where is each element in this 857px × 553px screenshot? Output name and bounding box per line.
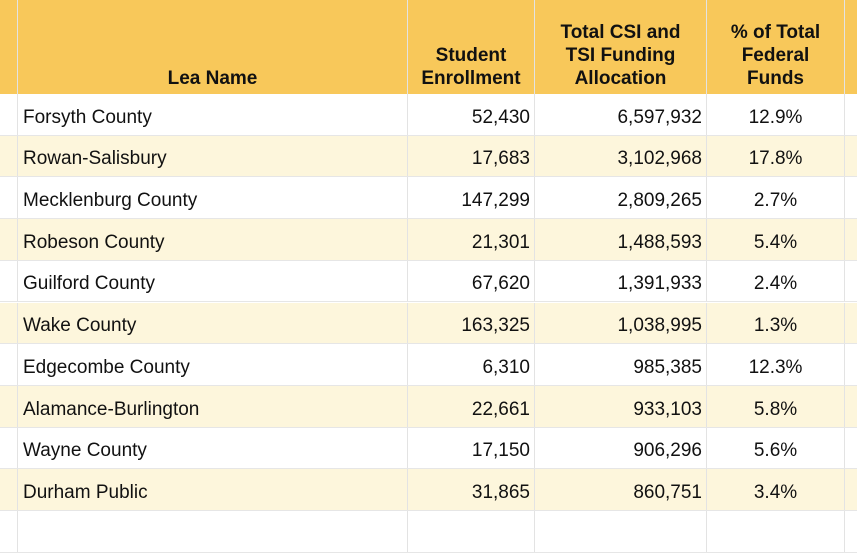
gutter-cell[interactable] <box>0 177 18 218</box>
lea-name-cell[interactable]: Mecklenburg County <box>18 177 408 218</box>
gutter-cell[interactable] <box>0 303 18 344</box>
empty-row <box>0 511 857 553</box>
lea-name-cell[interactable]: Durham Public <box>18 469 408 510</box>
funding-cell[interactable]: 906,296 <box>535 428 707 469</box>
funding-cell[interactable]: 1,391,933 <box>535 261 707 302</box>
edge-cell[interactable] <box>845 177 857 218</box>
table-row <box>0 303 857 345</box>
table-row <box>0 94 857 136</box>
header-lea-name[interactable] <box>18 0 408 94</box>
enrollment-cell[interactable]: 17,683 <box>408 136 535 177</box>
enrollment-cell[interactable]: 22,661 <box>408 386 535 427</box>
empty-cell[interactable] <box>845 511 857 552</box>
empty-cell[interactable] <box>0 511 18 552</box>
pct-cell[interactable]: 12.9% <box>707 94 845 135</box>
pct-cell[interactable]: 5.6% <box>707 428 845 469</box>
header-pct-federal-funds-label: % of Total Federal Funds <box>730 22 821 89</box>
lea-name-cell[interactable]: Rowan-Salisbury <box>18 136 408 177</box>
header-student-enrollment-label: Student Enrollment <box>421 45 521 89</box>
pct-cell[interactable]: 17.8% <box>707 136 845 177</box>
pct-cell[interactable]: 5.8% <box>707 386 845 427</box>
table-row <box>0 469 857 511</box>
edge-cell[interactable] <box>845 303 857 344</box>
table-row <box>0 386 857 428</box>
lea-name-cell[interactable]: Wake County <box>18 303 408 344</box>
gutter-cell[interactable] <box>0 219 18 260</box>
lea-name-cell[interactable]: Edgecombe County <box>18 344 408 385</box>
funding-cell[interactable]: 985,385 <box>535 344 707 385</box>
pct-cell[interactable]: 2.4% <box>707 261 845 302</box>
header-row <box>0 0 857 94</box>
empty-cell[interactable] <box>707 511 845 552</box>
funding-cell[interactable]: 3,102,968 <box>535 136 707 177</box>
header-pct-federal-funds[interactable] <box>707 0 845 94</box>
enrollment-cell[interactable]: 6,310 <box>408 344 535 385</box>
lea-name-cell[interactable]: Robeson County <box>18 219 408 260</box>
table-row <box>0 344 857 386</box>
pct-cell[interactable]: 5.4% <box>707 219 845 260</box>
table-row <box>0 261 857 303</box>
pct-cell[interactable]: 12.3% <box>707 344 845 385</box>
header-student-enrollment[interactable] <box>408 0 535 94</box>
edge-cell[interactable] <box>845 469 857 510</box>
funding-cell[interactable]: 6,597,932 <box>535 94 707 135</box>
funding-cell[interactable]: 1,038,995 <box>535 303 707 344</box>
gutter-cell[interactable] <box>0 344 18 385</box>
edge-cell[interactable] <box>845 94 857 135</box>
header-gutter-cell[interactable] <box>0 0 18 94</box>
enrollment-cell[interactable]: 31,865 <box>408 469 535 510</box>
lea-name-cell[interactable]: Wayne County <box>18 428 408 469</box>
funding-cell[interactable]: 933,103 <box>535 386 707 427</box>
enrollment-cell[interactable]: 52,430 <box>408 94 535 135</box>
gutter-cell[interactable] <box>0 94 18 135</box>
empty-cell[interactable] <box>408 511 535 552</box>
table-row <box>0 428 857 470</box>
header-edge-cell[interactable] <box>845 0 857 94</box>
table-row <box>0 177 857 219</box>
funding-cell[interactable]: 1,488,593 <box>535 219 707 260</box>
enrollment-cell[interactable]: 17,150 <box>408 428 535 469</box>
enrollment-cell[interactable]: 67,620 <box>408 261 535 302</box>
gutter-cell[interactable] <box>0 469 18 510</box>
table-row <box>0 219 857 261</box>
edge-cell[interactable] <box>845 386 857 427</box>
header-lea-name-label: Lea Name <box>167 68 258 89</box>
empty-cell[interactable] <box>18 511 408 552</box>
funding-cell[interactable]: 860,751 <box>535 469 707 510</box>
edge-cell[interactable] <box>845 219 857 260</box>
lea-name-cell[interactable]: Alamance-Burlington <box>18 386 408 427</box>
gutter-cell[interactable] <box>0 386 18 427</box>
edge-cell[interactable] <box>845 136 857 177</box>
header-funding-allocation-label: Total CSI and TSI Funding Allocation <box>560 22 681 89</box>
header-funding-allocation[interactable] <box>535 0 707 94</box>
enrollment-cell[interactable]: 21,301 <box>408 219 535 260</box>
enrollment-cell[interactable]: 163,325 <box>408 303 535 344</box>
edge-cell[interactable] <box>845 428 857 469</box>
gutter-cell[interactable] <box>0 261 18 302</box>
table-row <box>0 136 857 178</box>
pct-cell[interactable]: 2.7% <box>707 177 845 218</box>
lea-name-cell[interactable]: Forsyth County <box>18 94 408 135</box>
pct-cell[interactable]: 3.4% <box>707 469 845 510</box>
empty-cell[interactable] <box>535 511 707 552</box>
gutter-cell[interactable] <box>0 428 18 469</box>
pct-cell[interactable]: 1.3% <box>707 303 845 344</box>
edge-cell[interactable] <box>845 344 857 385</box>
gutter-cell[interactable] <box>0 136 18 177</box>
enrollment-cell[interactable]: 147,299 <box>408 177 535 218</box>
lea-name-cell[interactable]: Guilford County <box>18 261 408 302</box>
funding-cell[interactable]: 2,809,265 <box>535 177 707 218</box>
edge-cell[interactable] <box>845 261 857 302</box>
